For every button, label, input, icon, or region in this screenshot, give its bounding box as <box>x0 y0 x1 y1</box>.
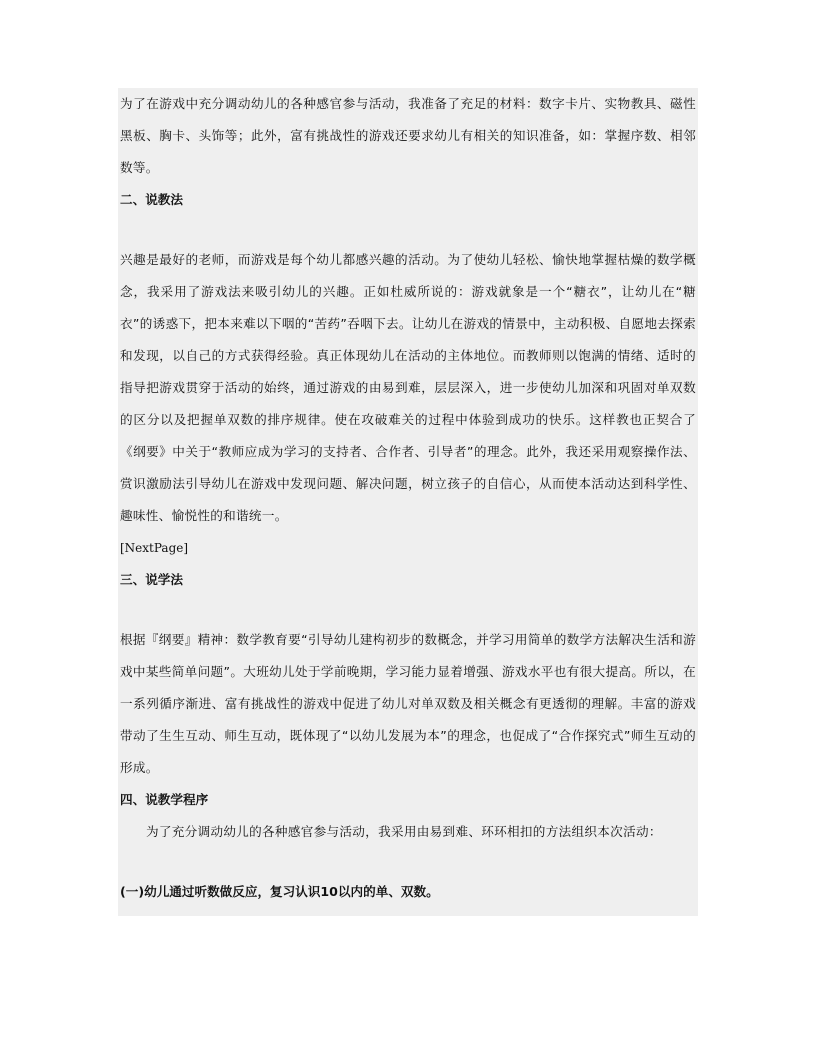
section-heading-procedure: 四、说教学程序 <box>120 792 209 807</box>
procedure-paragraph: 为了充分调动幼儿的各种感官参与活动，我采用由易到难、环环相扣的方法组织本次活动： <box>146 824 662 839</box>
sub-heading-step-1: (一)幼儿通过听数做反应，复习认识10以内的单、双数。 <box>120 884 439 899</box>
spacer <box>118 596 698 624</box>
learning-method-paragraph: 根据『纲要』精神：数学教育要“引导幼儿建构初步的数概念，并学习用简单的数学方法解决生活和游戏中某些简单问题”。大班幼儿处于学前晚期，学习能力显着增强、游戏水平也有很大提高。所以，在一系列循序渐进、富有挑战性的游戏中促进了幼儿对单双数及相关概念有更透彻的理解。丰富的游戏带动了生生互动、师生互动，既体现了“以幼儿发展为本”的理念，也促成了“合作探究式”师生互动的形成。 <box>120 632 696 775</box>
section-heading-learning-method: 三、说学法 <box>120 572 183 587</box>
document-body <box>118 88 698 916</box>
spacer <box>118 216 698 244</box>
section-heading-teaching-method: 二、说教法 <box>120 192 183 207</box>
next-page-marker: [NextPage] <box>120 541 189 555</box>
intro-paragraph: 为了在游戏中充分调动幼儿的各种感官参与活动，我准备了充足的材料：数字卡片、实物教具、磁性黑板、胸卡、头饰等；此外，富有挑战性的游戏还要求幼儿有相关的知识准备，如：掌握序数、相邻数等。 <box>120 96 696 175</box>
spacer <box>118 848 698 876</box>
teaching-method-paragraph: 兴趣是最好的老师，而游戏是每个幼儿都感兴趣的活动。为了使幼儿轻松、愉快地掌握枯燥的数学概念，我采用了游戏法来吸引幼儿的兴趣。正如杜威所说的：游戏就象是一个“糖衣”，让幼儿在“糖衣”的诱惑下，把本来难以下咽的“苦药”吞咽下去。让幼儿在游戏的情景中，主动积极、自愿地去探索和发现，以自己的方式获得经验。真正体现幼儿在活动的主体地位。而教师则以饱满的情绪、适时的指导把游戏贯穿于活动的始终，通过游戏的由易到难，层层深入，进一步使幼儿加深和巩固对单双数的区分以及把握单双数的排序规律。使在攻破难关的过程中体验到成功的快乐。这样教也正契合了《纲要》中关于“教师应成为学习的支持者、合作者、引导者”的理念。此外，我还采用观察操作法、赏识激励法引导幼儿在游戏中发现问题、解决问题，树立孩子的自信心，从而使本活动达到科学性、趣味性、愉悦性的和谐统一。 <box>120 252 696 523</box>
